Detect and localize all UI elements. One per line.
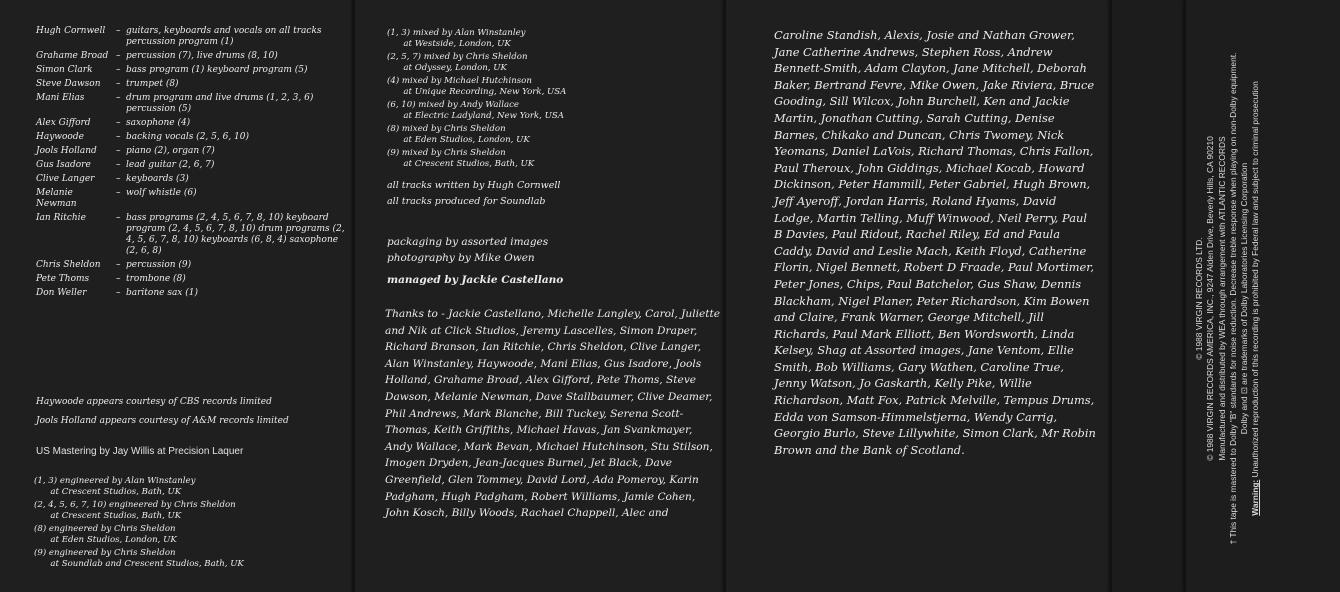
credit-row [36, 274, 348, 285]
musician-name: Gus Isadore [36, 160, 91, 170]
credit-dash: – [116, 213, 121, 223]
musician-role: bass program (1) keyboard program (5) [126, 65, 308, 75]
engineering-line: (8) engineered by Chris Sheldon at Eden Studios, London, UK [34, 524, 177, 545]
credit-row [36, 65, 348, 76]
dolby-note: † This tape is mastered to Dolby "B" standards for noise reduction. Decrease treble response when playing on non-Dolby equipment. [1227, 52, 1238, 545]
musician-role: bass programs (2, 4, 5, 6, 7, 8, 10) keyboard program (2, 4, 5, 6, 7, 8, 10) drum programs (2, 4, 5, 6, 7, 8, 10) keyboards (6, 8, 4) saxophone (2, 6, 8) [126, 213, 345, 256]
musician-name: Hugh Cornwell [36, 26, 106, 36]
packaging-credits [387, 234, 563, 288]
mixing-credits [387, 28, 717, 172]
credit-row [36, 174, 348, 185]
blank-flap [1112, 0, 1184, 592]
musician-name: Alex Gifford [36, 118, 91, 128]
dolby-trademark: Dolby and ⊡ are trademarks of Dolby Laboratories Licensing Corporation [1239, 162, 1250, 435]
musician-role: wolf whistle (6) [126, 188, 197, 198]
musician-name: Simon Clark [36, 65, 93, 75]
musician-name: Steve Dawson [36, 79, 101, 89]
credit-dash: – [116, 188, 121, 198]
engineering-line: (2, 4, 5, 6, 7, 10) engineered by Chris Sheldon at Crescent Studios, Bath, UK [34, 500, 236, 521]
musician-role: backing vocals (2, 5, 6, 10) [126, 132, 250, 142]
musician-role: baritone sax (1) [126, 288, 198, 298]
credit-dash: – [116, 146, 121, 156]
copyright-line: © 1988 VIRGIN RECORDS LTD. [1194, 237, 1204, 360]
thanks-panel [726, 0, 1110, 592]
credit-row [36, 260, 348, 271]
credits-panel [0, 0, 353, 592]
credit-dash: – [116, 79, 121, 89]
credit-row [36, 93, 348, 115]
courtesy-jools-holland: Jools Holland appears courtesy of A&M records limited [36, 416, 289, 426]
mix-line: (4) mixed by Michael Hutchinson at Unique Recording, New York, USA [387, 76, 567, 97]
courtesy-notes [36, 393, 348, 431]
musician-role: percussion (9) [126, 260, 192, 270]
engineering-credits [34, 476, 350, 572]
engineering-line: (1, 3) engineered by Alan Winstanley at Crescent Studios, Bath, UK [34, 476, 196, 497]
musician-name: Pete Thoms [36, 274, 90, 284]
credit-row [36, 213, 348, 257]
credit-row [36, 160, 348, 171]
musician-role: percussion (7), live drums (8, 10) [126, 51, 278, 61]
credit-row [36, 118, 348, 129]
credit-row [36, 288, 348, 299]
credit-dash: – [116, 65, 121, 75]
credit-row [36, 132, 348, 143]
musician-name: Melanie Newman [36, 188, 77, 209]
address-line: © 1988 VIRGIN RECORDS AMERICA, INC., 9247 Alden Drive, Beverly Hills, CA 90210 [1205, 136, 1216, 461]
musician-name: Ian Ritchie [36, 213, 86, 223]
thanks-list-part2: Caroline Standish, Alexis, Josie and Nathan Grower, Jane Catherine Andrews, Stephen Ross, Andrew Bennett-Smith, Adam Clayton, Jane Mitchell, Deborah Baker, Bertrand Fevre, Mike Owen, Jake Riviera, Bruce Gooding, Sill Wilcox, John Burchell, Ken and Jackie Martin, Jonathan Cutting, Sarah Cutting, Denise Barnes, Chikako and Duncan, Chris Twomey, Nick Yeomans, Daniel LaVois, Richard Thomas, Chris Fallon, Paul Theroux, John Giddings, Michael Kocab, Howard Dickinson, Peter Hammill, Peter Gabriel, Hugh Brown, Jeff Ayeroff, Jordan Harris, Roland Hyams, David Lodge, Martin Telling, Muff Winwood, Neil Perry, Paul B Davies, Paul Ridout, Rachel Riley, Ed and Paula Caddy, David and Leslie Mach, Keith Floyd, Catherine Florin, Nigel Bennett, Robert D Fraade, Paul Mortimer, Peter Jones, Chips, Paul Batchelor, Gus Shaw, Dennis Blackham, Nigel Planer, Peter Richardson, Kim Bowen and Claire, Frank Warner, George Mitchell, Jill Richards, Paul Mark Elliott, Ben Wordsworth, Linda Kelsey, Shag at Assorted images, Jane Ventom, Ellie Smith, Bob Williams, Gary Wathen, Caroline True, Jenny Watson, Jo Gaskarth, Kelly Pike, Willie Richardson, Matt Fox, Patrick Melville, Tempus Drums, Edda von Samson-Himmelstjerna, Wendy Carrig, Georgio Burlo, Steve Lillywhite, Simon Clark, Mr Robin Brown and the Bank of Scotland. [774, 28, 1096, 457]
photography-by: photography by Mike Owen [387, 252, 535, 264]
credit-dash: – [116, 160, 121, 170]
credit-row [36, 146, 348, 157]
musician-role: guitars, keyboards and vocals on all tracks percussion program (1) [126, 26, 322, 47]
musician-role: trombone (8) [126, 274, 186, 284]
legal-text [1194, 11, 1336, 586]
mix-line: (6, 10) mixed by Andy Wallace at Electric Ladyland, New York, USA [387, 100, 564, 121]
musician-name: Don Weller [36, 288, 87, 298]
musician-name: Jools Holland [36, 146, 97, 156]
warning-label: Warning: [1250, 479, 1261, 516]
musician-name: Clive Langer [36, 174, 95, 184]
credit-dash: – [116, 93, 121, 103]
mastering-credit: US Mastering by Jay Willis at Precision Laquer [36, 446, 244, 457]
mix-line: (1, 3) mixed by Alan Winstanley at Westside, London, UK [387, 28, 526, 49]
credit-dash: – [116, 288, 121, 298]
engineering-line: (9) engineered by Chris Sheldon at Soundlab and Crescent Studios, Bath, UK [34, 548, 244, 569]
writing-credits [387, 178, 560, 210]
mix-line: (8) mixed by Chris Sheldon at Eden Studios, London, UK [387, 124, 530, 145]
warning-text: Unauthorized reproduction of this recording is prohibited by Federal law and subject to criminal prosecution [1250, 81, 1261, 478]
musician-role: lead guitar (2, 6, 7) [126, 160, 215, 170]
musician-role: keyboards (3) [126, 174, 189, 184]
credit-dash: – [116, 118, 121, 128]
thanks-list-part1: Thanks to - Jackie Castellano, Michelle Langley, Carol, Juliette and Nik at Click Studios, Jeremy Lascelles, Simon Draper, Richard Branson, Ian Ritchie, Chris Sheldon, Clive Langer, Alan Winstanley, Haywoode, Mani Elias, Gus Isadore, Jools Holland, Grahame Broad, Alex Gifford, Pete Thoms, Steve Dawson, Melanie Newman, Dave Stallbaumer, Clive Deamer, Phil Andrews, Mark Blanche, Bill Tuckey, Serena Scott-Thomas, Keith Griffiths, Michael Havas, Jan Svankmayer, Andy Wallace, Mark Bevan, Michael Hutchinson, Stu Stilson, Imogen Dryden, Jean-Jacques Burnel, Jet Black, Dave Greenfield, Glen Tommey, David Lord, Ada Pomeroy, Karin Padgham, Hugh Padgham, Robert Williams, Jamie Cohen, John Kosch, Billy Woods, Rachael Chappell, Alec and [385, 308, 721, 520]
musician-name: Chris Sheldon [36, 260, 101, 270]
musician-name: Mani Elias [36, 93, 85, 103]
credit-dash: – [116, 51, 121, 61]
musician-name: Grahame Broad [36, 51, 109, 61]
credit-row [36, 26, 348, 48]
mix-line: (2, 5, 7) mixed by Chris Sheldon at Odyssey, London, UK [387, 52, 528, 73]
musician-role: trumpet (8) [126, 79, 179, 89]
musician-name: Haywoode [36, 132, 84, 142]
credit-dash: – [116, 132, 121, 142]
musician-role: piano (2), organ (7) [126, 146, 215, 156]
credit-dash: – [116, 260, 121, 270]
musician-role: saxophone (4) [126, 118, 191, 128]
packaging-by: packaging by assorted images [387, 236, 549, 248]
credit-dash: – [116, 26, 121, 36]
musician-credits [36, 26, 348, 302]
credit-dash: – [116, 274, 121, 284]
credit-row [36, 188, 348, 210]
courtesy-haywoode: Haywoode appears courtesy of CBS records limited [36, 397, 272, 407]
credit-row [36, 51, 348, 62]
credit-dash: – [116, 174, 121, 184]
managed-by: managed by Jackie Castellano [387, 274, 564, 286]
mix-line: (9) mixed by Chris Sheldon at Crescent Studios, Bath, UK [387, 148, 535, 169]
credit-row [36, 79, 348, 90]
distribution-line: Manufactured and distributed by WEA through arrangement with ATLANTIC RECORDS [1216, 136, 1227, 461]
production-panel [355, 0, 724, 592]
warning-line [1250, 11, 1261, 586]
produced-for: all tracks produced for Soundlab [387, 196, 546, 207]
musician-role: drum program and live drums (1, 2, 3, 6) percussion (5) [126, 93, 314, 114]
written-by: all tracks written by Hugh Cornwell [387, 180, 561, 191]
